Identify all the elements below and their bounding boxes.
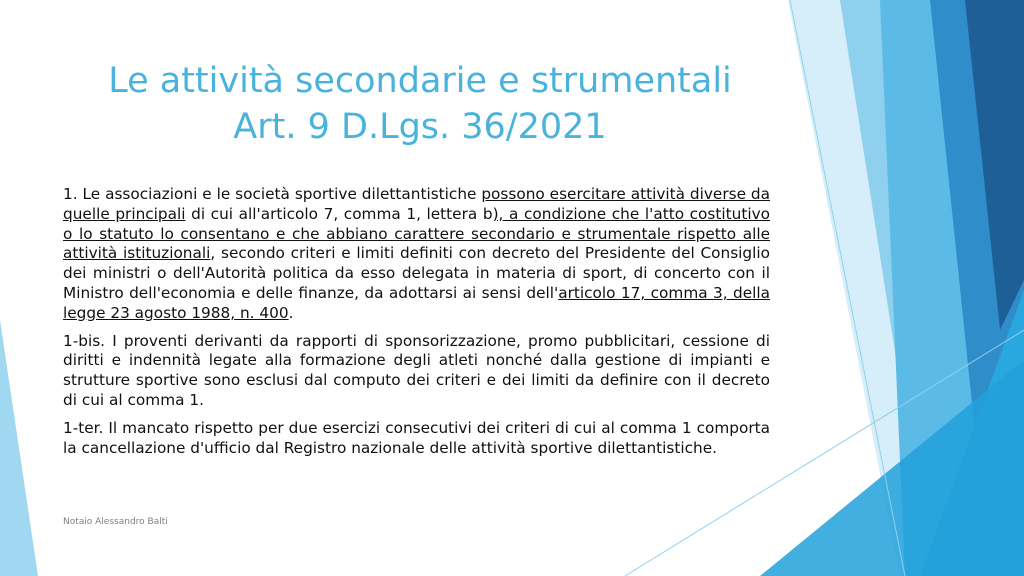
p1-law-link[interactable]: articolo 17, comma 3, della legge 23 agosto 1988, n. 400 [63,283,770,322]
p1-underlined-d: ), a condizione che l'atto costitutivo o lo statuto lo consentano e che abbiano carattere secondario e strumentale rispetto alle attività istituzionali [63,204,770,263]
footer-author: Notaio Alessandro Balti [63,517,168,527]
paragraph-1-ter: 1-ter. Il mancato rispetto per due esercizi consecutivi dei criteri di cui al comma 1 comporta la cancellazione d'ufficio dal Registro nazionale delle attività sportive dilettantistiche. [63,418,770,457]
left-accent-shape [0,320,38,576]
p1-text-e: , secondo criteri e limiti definiti con decreto del Presidente del Consiglio dei ministri o dell'Autorità politica da esso delegata in materia di sport, di concerto con il Ministro dell'economia e delle finanze, da adottarsi ai sensi dell' [63,244,770,302]
p1-text-g: . [288,303,294,322]
p1-text-a: 1. Le associazioni e le società sportive dilettantistiche [63,185,482,203]
paragraph-1-bis: 1-bis. I proventi derivanti da rapporti di sponsorizzazione, promo pubblicitari, cessione di diritti e indennità legate alla formazione degli atleti nonché dalla gestione di impianti e strutture sportive sono esclusi dal computo dei criteri e dei limiti da definire con il decreto di cui al comma 1. [63,331,770,409]
paragraph-1 [63,185,770,324]
slide-body [63,185,770,466]
p1-text-c: di cui all'articolo 7, comma 1, lettera b [185,204,493,223]
title-line-1: Le attività secondarie e strumentali [108,61,732,101]
p1-underlined-b: possono esercitare attività diverse da quelle principali [63,185,770,223]
title-line-2: Art. 9 D.Lgs. 36/2021 [233,107,607,147]
slide-title [60,58,780,150]
